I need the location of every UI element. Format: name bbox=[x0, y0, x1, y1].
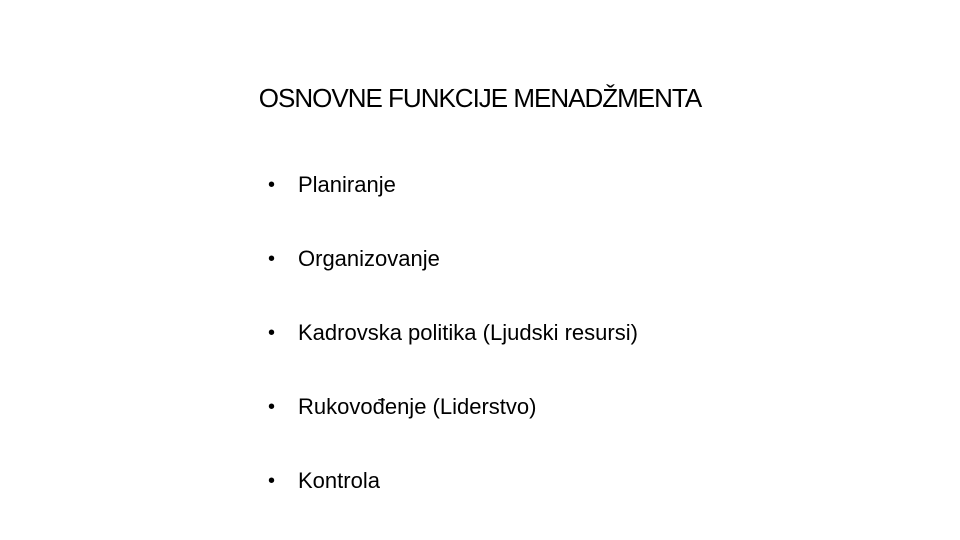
list-item bbox=[268, 166, 638, 240]
list-item bbox=[268, 462, 638, 536]
list-item-label: Planiranje bbox=[298, 172, 396, 197]
list-item bbox=[268, 240, 638, 314]
list-item-label: Organizovanje bbox=[298, 246, 440, 271]
list-item bbox=[268, 388, 638, 462]
bullet-icon: • bbox=[268, 396, 276, 418]
bullet-icon: • bbox=[268, 174, 276, 196]
list-item bbox=[268, 314, 638, 388]
list-item-label: Kadrovska politika (Ljudski resursi) bbox=[298, 320, 638, 345]
bullet-icon: • bbox=[268, 322, 276, 344]
list-item-label: Rukovođenje (Liderstvo) bbox=[298, 394, 537, 419]
bullet-icon: • bbox=[268, 470, 276, 492]
list-item-label: Kontrola bbox=[298, 468, 380, 493]
bullet-icon: • bbox=[268, 248, 276, 270]
bullet-list bbox=[268, 166, 638, 536]
slide-title: OSNOVNE FUNKCIJE MENADŽMENTA bbox=[258, 83, 702, 113]
